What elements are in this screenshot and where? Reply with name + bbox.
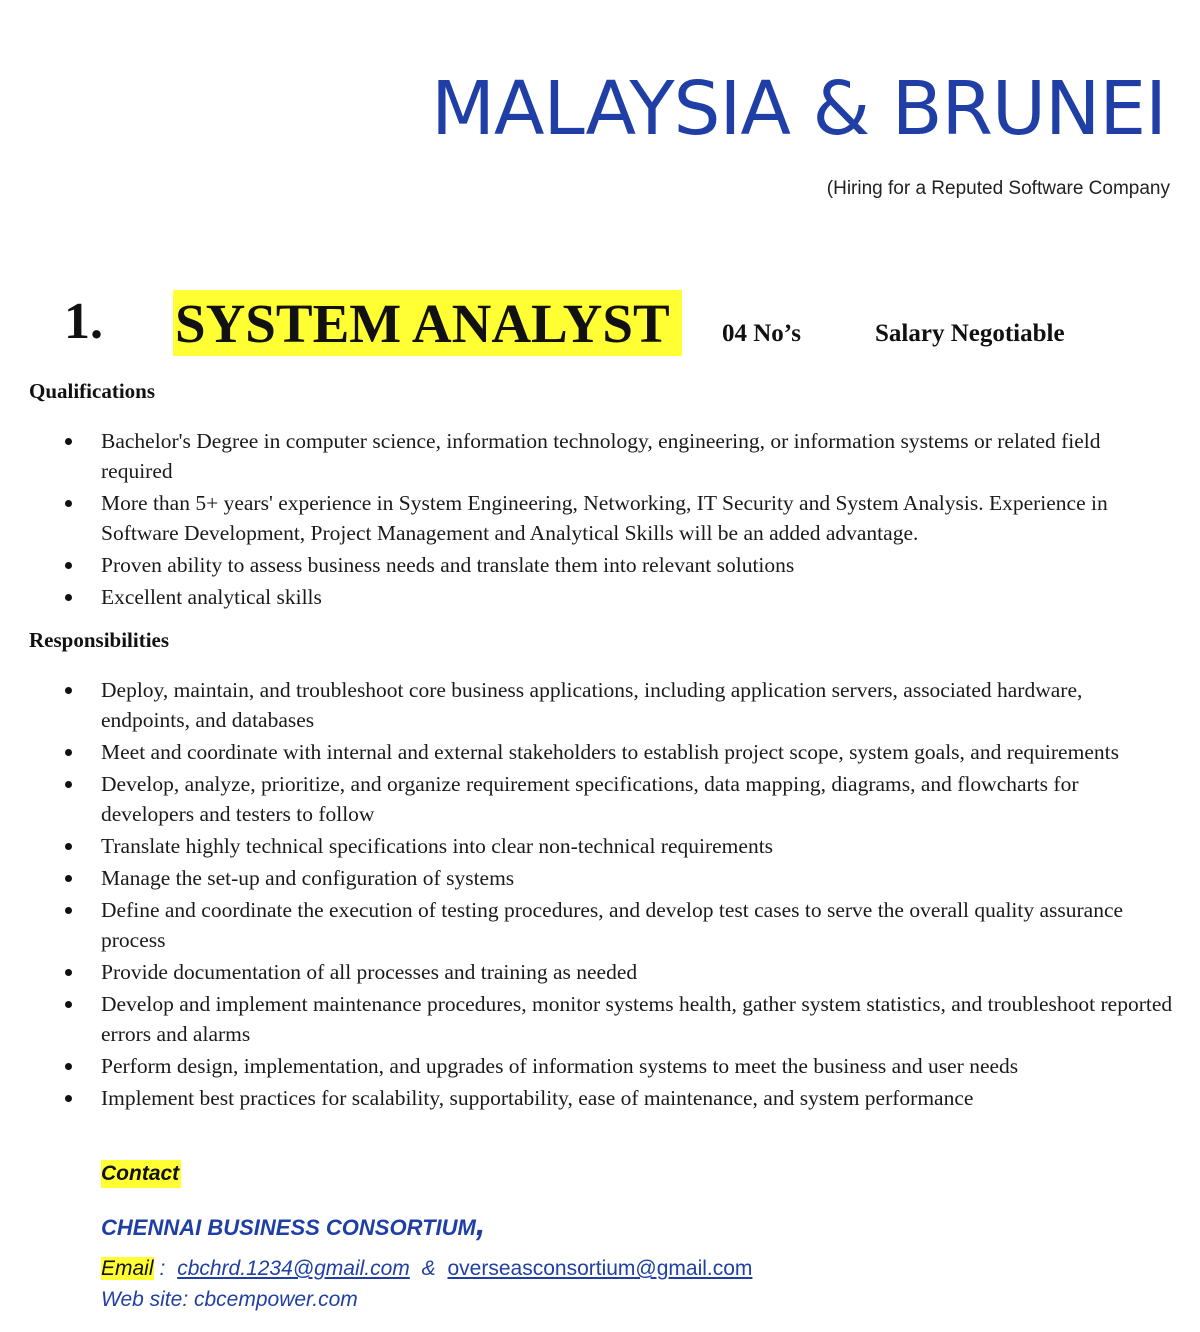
list-item xyxy=(101,426,1176,486)
email-label: Email xyxy=(101,1257,154,1280)
bullet-icon xyxy=(65,594,72,601)
qualification-text: Excellent analytical skills xyxy=(101,585,322,609)
bullet-icon xyxy=(65,843,72,850)
job-title: SYSTEM ANALYST xyxy=(173,290,682,356)
responsibility-text: Meet and coordinate with internal and external stakeholders to establish project scope, system goals, and requirements xyxy=(101,740,1119,764)
responsibility-text: Develop and implement maintenance procedures, monitor systems health, gather system statistics, and troubleshoot reported errors and alarms xyxy=(101,992,1173,1046)
list-item xyxy=(101,989,1176,1049)
contact-section xyxy=(101,1160,181,1188)
responsibility-text: Manage the set-up and configuration of systems xyxy=(101,866,515,890)
responsibility-text: Define and coordinate the execution of testing procedures, and develop test cases to serve the overall quality assurance process xyxy=(101,898,1124,952)
bullet-icon xyxy=(65,562,72,569)
list-item xyxy=(101,488,1176,548)
qualifications-heading: Qualifications xyxy=(29,379,156,403)
list-item xyxy=(101,550,1176,580)
website-text: Web site: cbcempower.com xyxy=(101,1288,358,1311)
job-number: 1. xyxy=(64,293,103,350)
email-joiner: & xyxy=(421,1257,436,1280)
qualification-text: Bachelor's Degree in computer science, information technology, engineering, or information systems or related field required xyxy=(101,429,1101,483)
list-item xyxy=(101,1083,1176,1113)
list-item xyxy=(101,675,1176,735)
list-item xyxy=(101,769,1176,829)
email-link-secondary[interactable]: overseasconsortium@gmail.com xyxy=(447,1257,753,1280)
bullet-icon xyxy=(65,1001,72,1008)
responsibility-text: Implement best practices for scalability, supportability, ease of maintenance, and system performance xyxy=(101,1086,974,1110)
responsibility-text: Translate highly technical specifications into clear non-technical requirements xyxy=(101,834,774,858)
responsibilities-list xyxy=(101,675,1176,1115)
bullet-icon xyxy=(65,1063,72,1070)
bullet-icon xyxy=(65,749,72,756)
email-link-primary[interactable]: cbchrd.1234@gmail.com xyxy=(177,1257,410,1280)
list-item xyxy=(101,737,1176,767)
bullet-icon xyxy=(65,438,72,445)
bullet-icon xyxy=(65,687,72,694)
qualification-text: More than 5+ years' experience in System Engineering, Networking, IT Security and System Analysis. Experience in Software Development, Project Management and Analytical Skills will be an added advantage. xyxy=(101,491,1108,545)
list-item xyxy=(101,863,1176,893)
bullet-icon xyxy=(65,969,72,976)
bullet-icon xyxy=(65,875,72,882)
responsibility-text: Perform design, implementation, and upgrades of information systems to meet the business and user needs xyxy=(101,1054,1019,1078)
list-item xyxy=(101,582,1176,612)
list-item xyxy=(101,1051,1176,1081)
email-row xyxy=(101,1257,752,1281)
email-separator: : xyxy=(159,1257,166,1280)
company-name-punctuation: , xyxy=(475,1205,486,1243)
responsibility-text: Develop, analyze, prioritize, and organize requirement specifications, data mapping, diagrams, and flowcharts for developers and testers to follow xyxy=(101,772,1079,826)
qualifications-list xyxy=(101,426,1176,614)
page-subtitle: (Hiring for a Reputed Software Company xyxy=(826,178,1170,199)
responsibilities-heading: Responsibilities xyxy=(29,628,170,652)
job-openings-count: 04 No’s xyxy=(722,320,801,347)
bullet-icon xyxy=(65,781,72,788)
company-name-text: CHENNAI BUSINESS CONSORTIUM xyxy=(101,1215,476,1240)
bullet-icon xyxy=(65,907,72,914)
page-title: MALAYSIA & BRUNEI xyxy=(431,66,1166,152)
bullet-icon xyxy=(65,500,72,507)
list-item xyxy=(101,831,1176,861)
contact-label: Contact xyxy=(101,1160,181,1188)
job-salary: Salary Negotiable xyxy=(875,320,1065,347)
responsibility-text: Deploy, maintain, and troubleshoot core business applications, including application servers, associated hardware, endpoints, and databases xyxy=(101,678,1083,732)
list-item xyxy=(101,957,1176,987)
bullet-icon xyxy=(65,1095,72,1102)
company-name xyxy=(101,1205,486,1243)
list-item xyxy=(101,895,1176,955)
responsibility-text: Provide documentation of all processes and training as needed xyxy=(101,960,638,984)
job-header xyxy=(0,290,1200,356)
qualification-text: Proven ability to assess business needs and translate them into relevant solutions xyxy=(101,553,795,577)
